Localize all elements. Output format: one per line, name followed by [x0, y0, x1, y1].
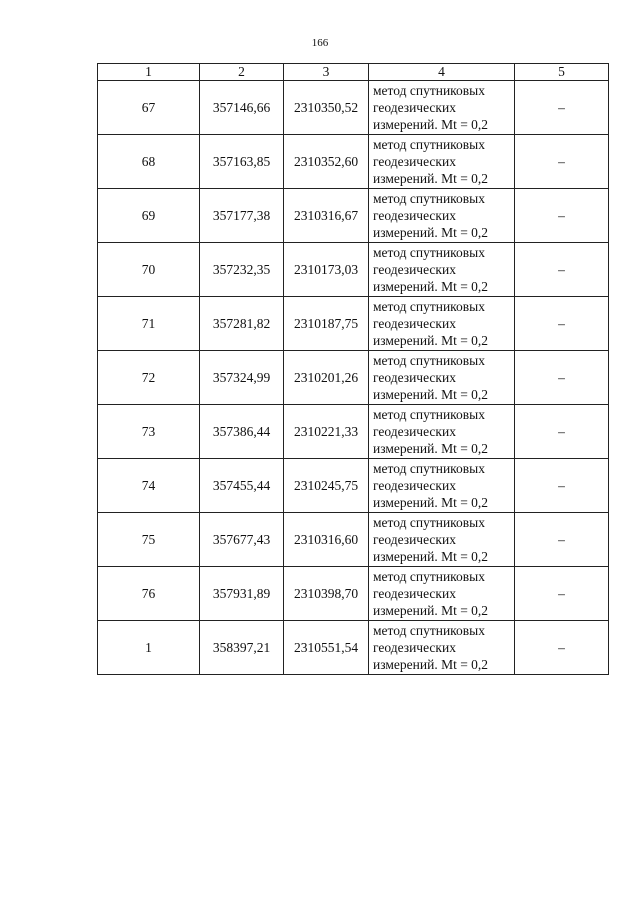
method-line: метод спутниковых	[373, 569, 485, 584]
method-line: геодезических	[373, 586, 456, 601]
point-number-cell: 67	[98, 81, 200, 135]
y-coordinate-cell: 2310398,70	[284, 567, 369, 621]
x-coordinate-cell: 357232,35	[200, 243, 284, 297]
x-coordinate-cell: 357931,89	[200, 567, 284, 621]
y-coordinate-cell: 2310352,60	[284, 135, 369, 189]
method-line: геодезических	[373, 262, 456, 277]
method-line: измерений. Mt = 0,2	[373, 225, 489, 240]
note-cell: –	[515, 351, 609, 405]
method-line: метод спутниковых	[373, 137, 485, 152]
method-cell	[369, 135, 515, 189]
method-line: метод спутниковых	[373, 299, 485, 314]
point-number-cell: 68	[98, 135, 200, 189]
method-line: метод спутниковых	[373, 515, 485, 530]
method-line: метод спутниковых	[373, 461, 485, 476]
header-cell: 3	[284, 64, 369, 81]
x-coordinate-cell: 357177,38	[200, 189, 284, 243]
x-coordinate-cell: 357455,44	[200, 459, 284, 513]
table-row	[98, 243, 609, 297]
method-cell	[369, 351, 515, 405]
point-number-cell: 1	[98, 621, 200, 675]
method-line: измерений. Mt = 0,2	[373, 441, 489, 456]
point-number-cell: 75	[98, 513, 200, 567]
point-number-cell: 70	[98, 243, 200, 297]
method-line: измерений. Mt = 0,2	[373, 387, 489, 402]
point-number-cell: 73	[98, 405, 200, 459]
note-cell: –	[515, 459, 609, 513]
method-line: геодезических	[373, 208, 456, 223]
table-row	[98, 567, 609, 621]
method-cell	[369, 81, 515, 135]
note-cell: –	[515, 405, 609, 459]
note-cell: –	[515, 243, 609, 297]
table-row	[98, 81, 609, 135]
method-cell	[369, 243, 515, 297]
method-cell	[369, 459, 515, 513]
method-line: метод спутниковых	[373, 83, 485, 98]
table-row	[98, 405, 609, 459]
method-line: измерений. Mt = 0,2	[373, 333, 489, 348]
method-cell	[369, 513, 515, 567]
y-coordinate-cell: 2310551,54	[284, 621, 369, 675]
coordinates-table	[97, 63, 609, 675]
table-row	[98, 351, 609, 405]
point-number-cell: 71	[98, 297, 200, 351]
note-cell: –	[515, 297, 609, 351]
header-cell: 2	[200, 64, 284, 81]
method-cell	[369, 621, 515, 675]
header-cell: 1	[98, 64, 200, 81]
point-number-cell: 72	[98, 351, 200, 405]
table-row	[98, 513, 609, 567]
method-line: геодезических	[373, 640, 456, 655]
x-coordinate-cell: 357386,44	[200, 405, 284, 459]
method-line: геодезических	[373, 316, 456, 331]
table-row	[98, 189, 609, 243]
y-coordinate-cell: 2310316,60	[284, 513, 369, 567]
table-row	[98, 297, 609, 351]
x-coordinate-cell: 358397,21	[200, 621, 284, 675]
method-line: измерений. Mt = 0,2	[373, 549, 489, 564]
table-header-row	[98, 64, 609, 81]
y-coordinate-cell: 2310201,26	[284, 351, 369, 405]
y-coordinate-cell: 2310173,03	[284, 243, 369, 297]
point-number-cell: 76	[98, 567, 200, 621]
method-line: метод спутниковых	[373, 353, 485, 368]
method-line: метод спутниковых	[373, 407, 485, 422]
table-row	[98, 621, 609, 675]
method-line: измерений. Mt = 0,2	[373, 495, 489, 510]
note-cell: –	[515, 513, 609, 567]
x-coordinate-cell: 357163,85	[200, 135, 284, 189]
table-body	[98, 64, 609, 675]
method-cell	[369, 297, 515, 351]
method-cell	[369, 189, 515, 243]
method-cell	[369, 567, 515, 621]
page-number: 166	[311, 37, 329, 49]
method-line: измерений. Mt = 0,2	[373, 171, 489, 186]
method-line: измерений. Mt = 0,2	[373, 279, 489, 294]
method-line: измерений. Mt = 0,2	[373, 657, 489, 672]
method-line: геодезических	[373, 154, 456, 169]
y-coordinate-cell: 2310221,33	[284, 405, 369, 459]
method-line: метод спутниковых	[373, 623, 485, 638]
method-line: метод спутниковых	[373, 191, 485, 206]
method-line: геодезических	[373, 424, 456, 439]
y-coordinate-cell: 2310187,75	[284, 297, 369, 351]
y-coordinate-cell: 2310245,75	[284, 459, 369, 513]
point-number-cell: 69	[98, 189, 200, 243]
header-cell: 5	[515, 64, 609, 81]
note-cell: –	[515, 621, 609, 675]
x-coordinate-cell: 357146,66	[200, 81, 284, 135]
x-coordinate-cell: 357324,99	[200, 351, 284, 405]
note-cell: –	[515, 135, 609, 189]
point-number-cell: 74	[98, 459, 200, 513]
note-cell: –	[515, 189, 609, 243]
method-line: геодезических	[373, 370, 456, 385]
method-line: геодезических	[373, 478, 456, 493]
table-row	[98, 459, 609, 513]
method-line: измерений. Mt = 0,2	[373, 117, 489, 132]
method-line: геодезических	[373, 532, 456, 547]
method-line: измерений. Mt = 0,2	[373, 603, 489, 618]
table-row	[98, 135, 609, 189]
note-cell: –	[515, 567, 609, 621]
method-cell	[369, 405, 515, 459]
x-coordinate-cell: 357281,82	[200, 297, 284, 351]
method-line: метод спутниковых	[373, 245, 485, 260]
y-coordinate-cell: 2310316,67	[284, 189, 369, 243]
x-coordinate-cell: 357677,43	[200, 513, 284, 567]
note-cell: –	[515, 81, 609, 135]
y-coordinate-cell: 2310350,52	[284, 81, 369, 135]
method-line: геодезических	[373, 100, 456, 115]
header-cell: 4	[369, 64, 515, 81]
